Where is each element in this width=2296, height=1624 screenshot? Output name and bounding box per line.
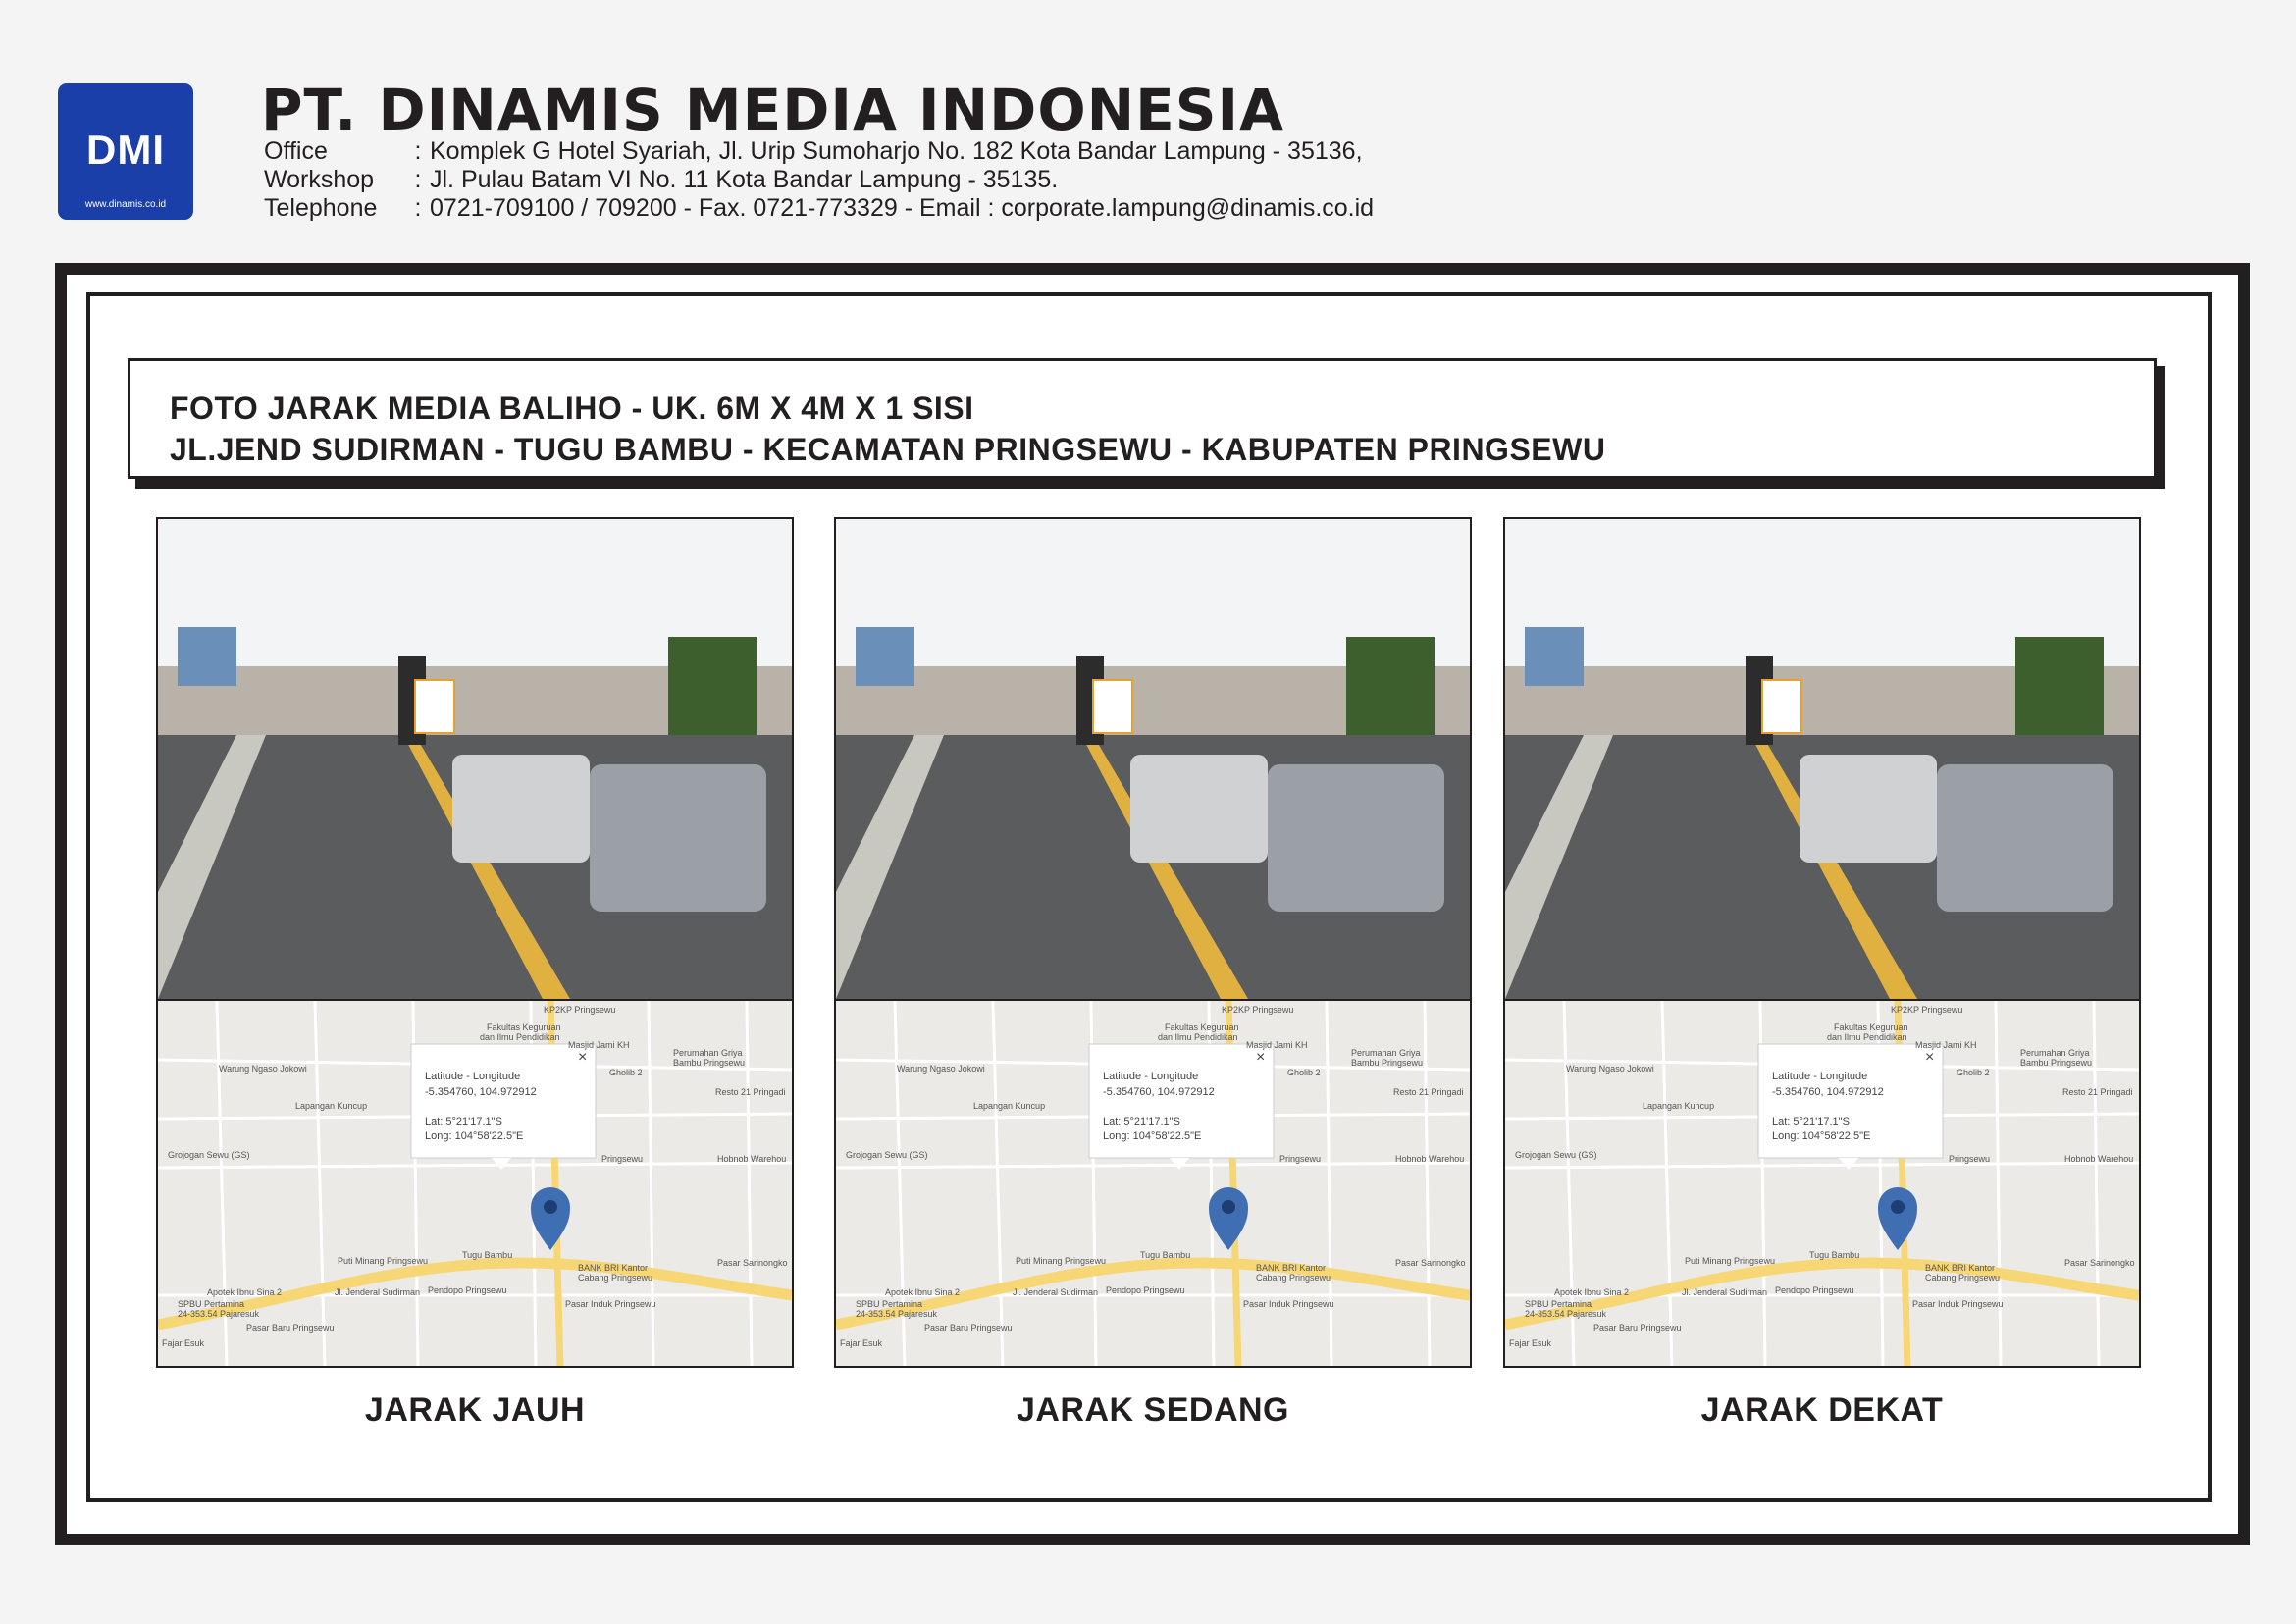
popup-lat: Lat: 5°21'17.1"S <box>1772 1116 1850 1127</box>
map-label: Jl. Jenderal Sudirman <box>1013 1287 1099 1297</box>
map-label: Pendopo Pringsewu <box>428 1285 507 1295</box>
caption-jarak-jauh: JARAK JAUH <box>364 1391 586 1429</box>
map-label: Hobnob Warehou <box>2064 1154 2134 1164</box>
popup-coords: -5.354760, 104.972912 <box>1103 1086 1215 1098</box>
popup-title: Latitude - Longitude <box>1103 1071 1199 1082</box>
map-label: Bambu Pringsewu <box>673 1058 746 1068</box>
map-label: Pasar Sarinongko <box>1395 1258 1466 1268</box>
title-line-2: JL.JEND SUDIRMAN - TUGU BAMBU - KECAMATAN PRINGSEWU - KABUPATEN PRINGSEWU <box>170 432 1606 467</box>
map-label: 24-353.54 Pajaresuk <box>178 1309 260 1319</box>
map-label: Cabang Pringsewu <box>1925 1273 2001 1283</box>
tree <box>2015 637 2104 735</box>
popup-long: Long: 104°58'22.5"E <box>1772 1130 1871 1142</box>
map-label: Pasar Baru Pringsewu <box>924 1323 1013 1333</box>
location-map <box>1505 999 2139 1368</box>
map-popup <box>1089 1044 1274 1170</box>
map-label: Resto 21 Pringadi <box>2062 1087 2133 1097</box>
map-label: Pringsewu <box>1279 1154 1322 1164</box>
telephone-value: 0721-709100 / 709200 - Fax. 0721-773329 - Email : corporate.lampung@dinamis.co.id <box>430 194 1375 222</box>
street-photo <box>158 519 792 999</box>
map-label: Pasar Sarinongko <box>2064 1258 2135 1268</box>
map-label: dan Ilmu Pendidikan <box>480 1032 560 1042</box>
map-label: Gholib 2 <box>609 1068 643 1077</box>
map-label: Fajar Esuk <box>1509 1338 1552 1348</box>
map-label: BANK BRI Kantor <box>1925 1263 1996 1273</box>
map-label: Cabang Pringsewu <box>578 1273 653 1283</box>
car <box>1268 764 1444 912</box>
street-photo <box>836 519 1470 999</box>
map-label: Apotek Ibnu Sina 2 <box>1554 1287 1630 1297</box>
popup-lat: Lat: 5°21'17.1"S <box>425 1116 502 1127</box>
logo-text: DMI <box>86 127 165 173</box>
popup-long: Long: 104°58'22.5"E <box>425 1130 524 1142</box>
map-popup <box>411 1044 596 1170</box>
map-label: Resto 21 Pringadi <box>1393 1087 1464 1097</box>
popup-close-icon: × <box>1256 1049 1266 1066</box>
map-label: Resto 21 Pringadi <box>715 1087 786 1097</box>
popup-close-icon: × <box>1925 1049 1935 1066</box>
car <box>590 764 766 912</box>
company-logo <box>58 83 193 220</box>
map-label: Grojogan Sewu (GS) <box>846 1150 928 1160</box>
roadside-billboard <box>856 627 914 686</box>
panel-jarak-jauh <box>156 517 794 1368</box>
office-line <box>264 137 1363 166</box>
popup-coords: -5.354760, 104.972912 <box>1772 1086 1884 1098</box>
title-line-1: FOTO JARAK MEDIA BALIHO - UK. 6M X 4M X 1 SISI <box>170 391 974 426</box>
map-label: Jl. Jenderal Sudirman <box>1682 1287 1768 1297</box>
popup-close-icon: × <box>578 1049 588 1066</box>
map-label: Hobnob Warehou <box>717 1154 787 1164</box>
company-name: PT. DINAMIS MEDIA INDONESIA <box>261 77 1285 143</box>
map-label: Lapangan Kuncup <box>973 1101 1046 1111</box>
separator: : <box>414 194 422 222</box>
map-label: Bambu Pringsewu <box>1351 1058 1424 1068</box>
map-label: Tugu Bambu <box>1140 1250 1191 1260</box>
car <box>452 755 590 863</box>
map-label: BANK BRI Kantor <box>578 1263 649 1273</box>
map-label: Fajar Esuk <box>162 1338 205 1348</box>
workshop-label: Workshop <box>264 166 375 193</box>
map-label: 24-353.54 Pajaresuk <box>1525 1309 1607 1319</box>
map-label: Pasar Induk Pringsewu <box>1243 1299 1334 1309</box>
map-label: 24-353.54 Pajaresuk <box>856 1309 938 1319</box>
map-label: Fakultas Keguruan <box>487 1022 561 1032</box>
caption-jarak-dekat: JARAK DEKAT <box>1700 1391 1944 1429</box>
map-label: Masjid Jami KH <box>1915 1040 1977 1050</box>
map-label: Hobnob Warehou <box>1395 1154 1465 1164</box>
map-label: Gholib 2 <box>1957 1068 1990 1077</box>
popup-coords: -5.354760, 104.972912 <box>425 1086 537 1098</box>
map-label: Perumahan Griya <box>2020 1048 2090 1058</box>
location-map <box>836 999 1470 1368</box>
street-photo <box>1505 519 2139 999</box>
map-label: Pasar Baru Pringsewu <box>246 1323 335 1333</box>
map-label: Warung Ngaso Jokowi <box>219 1064 307 1074</box>
map-label: Cabang Pringsewu <box>1256 1273 1331 1283</box>
popup-lat: Lat: 5°21'17.1"S <box>1103 1116 1180 1127</box>
map-label: Pasar Induk Pringsewu <box>1912 1299 2004 1309</box>
map-label: Lapangan Kuncup <box>1643 1101 1715 1111</box>
map-popup <box>1758 1044 1943 1170</box>
map-label: Puti Minang Pringsewu <box>1685 1256 1776 1266</box>
office-label: Office <box>264 137 328 165</box>
map-label: KP2KP Pringsewu <box>544 1005 616 1015</box>
map-label: Lapangan Kuncup <box>295 1101 368 1111</box>
location-map <box>158 999 792 1368</box>
map-label: Tugu Bambu <box>462 1250 513 1260</box>
roadside-billboard <box>1525 627 1584 686</box>
map-label: Pringsewu <box>601 1154 644 1164</box>
map-label: SPBU Pertamina <box>178 1299 245 1309</box>
popup-title: Latitude - Longitude <box>425 1071 521 1082</box>
map-label: Grojogan Sewu (GS) <box>1515 1150 1597 1160</box>
logo-website: www.dinamis.co.id <box>84 199 167 210</box>
map-label: Masjid Jami KH <box>1246 1040 1308 1050</box>
map-label: Fakultas Keguruan <box>1165 1022 1239 1032</box>
baliho-billboard <box>415 680 454 733</box>
popup-long: Long: 104°58'22.5"E <box>1103 1130 1202 1142</box>
map-label: BANK BRI Kantor <box>1256 1263 1327 1273</box>
roadside-billboard <box>178 627 236 686</box>
office-value: Komplek G Hotel Syariah, Jl. Urip Sumoharjo No. 182 Kota Bandar Lampung - 35136, <box>430 137 1363 165</box>
map-label: Pasar Baru Pringsewu <box>1593 1323 1682 1333</box>
map-label: Pendopo Pringsewu <box>1106 1285 1185 1295</box>
telephone-line <box>264 194 1374 223</box>
map-label: Fakultas Keguruan <box>1834 1022 1908 1032</box>
map-label: Pendopo Pringsewu <box>1775 1285 1854 1295</box>
car <box>1937 764 2113 912</box>
car <box>1130 755 1268 863</box>
separator: : <box>414 166 422 193</box>
title-box <box>128 358 2157 479</box>
workshop-line <box>264 166 1058 194</box>
workshop-value: Jl. Pulau Batam VI No. 11 Kota Bandar Lampung - 35135. <box>430 166 1059 193</box>
map-label: Apotek Ibnu Sina 2 <box>885 1287 961 1297</box>
baliho-billboard <box>1093 680 1132 733</box>
caption-jarak-sedang: JARAK SEDANG <box>1016 1391 1290 1429</box>
map-label: dan Ilmu Pendidikan <box>1158 1032 1238 1042</box>
map-label: Apotek Ibnu Sina 2 <box>207 1287 283 1297</box>
map-label: Perumahan Griya <box>673 1048 743 1058</box>
map-label: Puti Minang Pringsewu <box>1016 1256 1107 1266</box>
map-label: Pasar Induk Pringsewu <box>565 1299 656 1309</box>
car <box>1800 755 1937 863</box>
map-label: Pringsewu <box>1949 1154 1991 1164</box>
map-label: Tugu Bambu <box>1809 1250 1860 1260</box>
map-label: Pasar Sarinongko <box>717 1258 788 1268</box>
baliho-billboard <box>1762 680 1801 733</box>
map-label: Jl. Jenderal Sudirman <box>335 1287 421 1297</box>
map-label: Masjid Jami KH <box>568 1040 630 1050</box>
map-label: Warung Ngaso Jokowi <box>1566 1064 1654 1074</box>
map-label: SPBU Pertamina <box>856 1299 923 1309</box>
popup-title: Latitude - Longitude <box>1772 1071 1868 1082</box>
map-label: Warung Ngaso Jokowi <box>897 1064 985 1074</box>
map-label: KP2KP Pringsewu <box>1891 1005 1963 1015</box>
telephone-label: Telephone <box>264 194 378 222</box>
map-label: Grojogan Sewu (GS) <box>168 1150 250 1160</box>
panel-jarak-dekat <box>1503 517 2141 1368</box>
panel-jarak-sedang <box>834 517 1472 1368</box>
map-label: Fajar Esuk <box>840 1338 883 1348</box>
map-label: dan Ilmu Pendidikan <box>1827 1032 1907 1042</box>
separator: : <box>414 137 422 165</box>
tree <box>668 637 757 735</box>
tree <box>1346 637 1435 735</box>
map-label: Gholib 2 <box>1287 1068 1321 1077</box>
map-label: Puti Minang Pringsewu <box>338 1256 429 1266</box>
map-label: Bambu Pringsewu <box>2020 1058 2093 1068</box>
map-label: SPBU Pertamina <box>1525 1299 1592 1309</box>
map-label: Perumahan Griya <box>1351 1048 1421 1058</box>
map-label: KP2KP Pringsewu <box>1222 1005 1294 1015</box>
